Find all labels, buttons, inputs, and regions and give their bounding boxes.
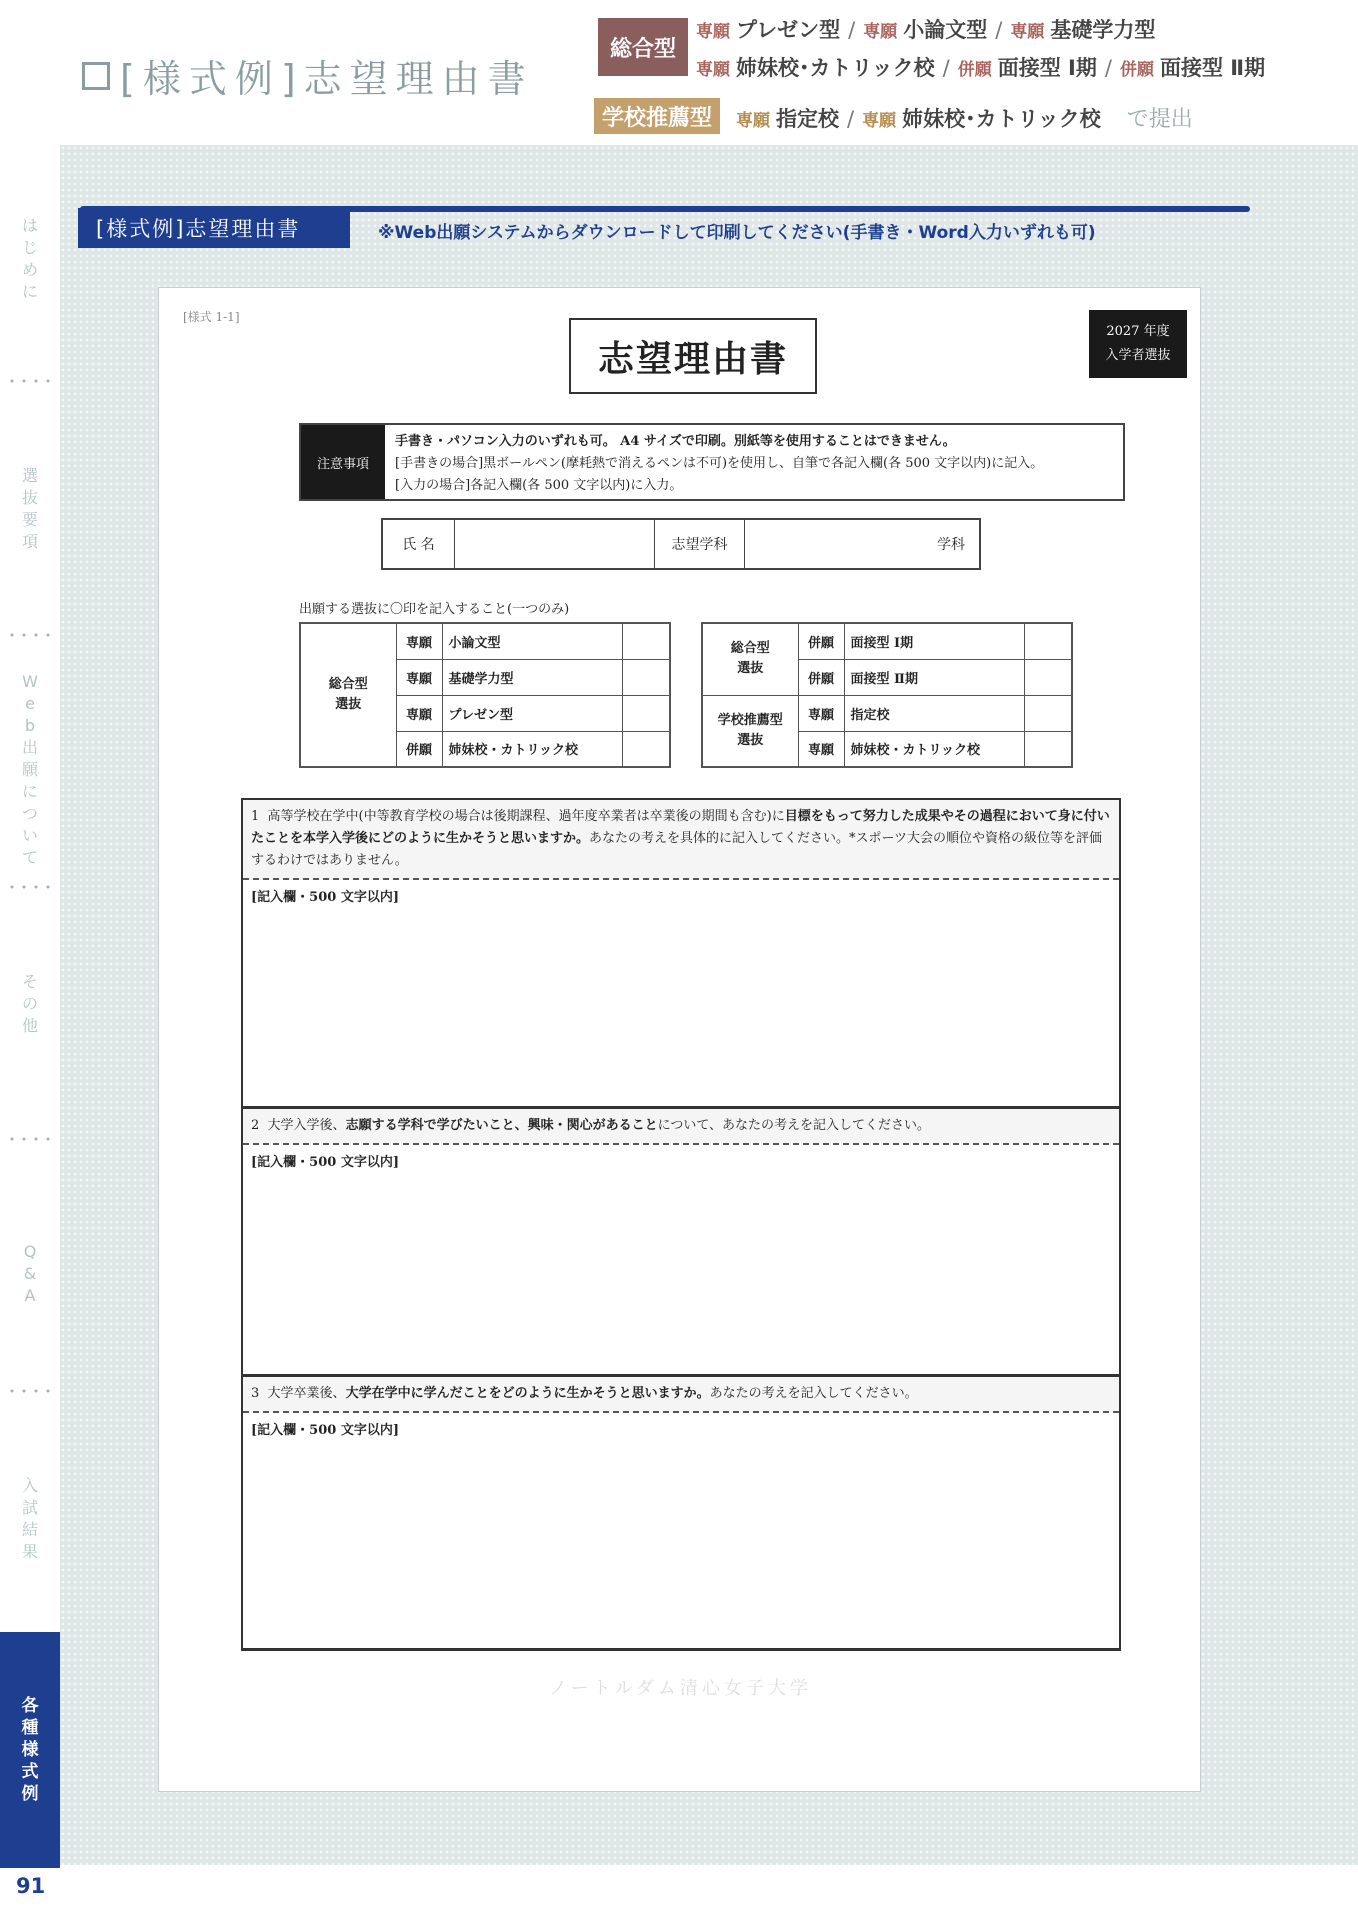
suisen-category-tag: 学校推薦型 <box>594 98 720 134</box>
section-label: [様式例]志望理由書 <box>78 208 350 248</box>
dept-field[interactable] <box>745 520 979 568</box>
essay-hint: [記入欄・500 文字以内] <box>251 890 399 905</box>
group-label: 総合型 選抜 <box>702 623 798 695</box>
route-separator: / <box>848 18 856 42</box>
nav-item-other[interactable] <box>0 971 60 1037</box>
form-sheet <box>158 287 1201 1792</box>
route-cell: 面接型 Ⅱ期 <box>844 659 1024 695</box>
notice-body <box>385 425 1053 499</box>
year-box <box>1089 310 1187 378</box>
question-text: 高等学校在学中(中等教育学校の場合は後期課程、過年度卒業者は卒業後の期間も含む)に <box>267 809 785 824</box>
nav-item-intro[interactable] <box>0 215 60 303</box>
essay-question <box>243 1377 1119 1413</box>
checkbox-square-icon <box>82 62 110 90</box>
essay-block-3 <box>241 1374 1121 1648</box>
question-text-bold: 大学在学中に学んだことをどのように生かそうと思いますか。 <box>345 1386 710 1401</box>
section-note: ※Web出願システムからダウンロードして印刷してください(手書き・Word入力いずれも可) <box>378 223 1096 243</box>
sogo-category-tag: 総合型 <box>598 18 688 76</box>
kind-cell: 専願 <box>798 695 844 731</box>
mark-cell[interactable] <box>1024 731 1072 767</box>
route-separator: / <box>1104 56 1112 80</box>
route-cell: 姉妹校・カトリック校 <box>844 731 1024 767</box>
selection-line: 入学者選抜 <box>1105 348 1171 363</box>
route-line-2 <box>696 52 1265 82</box>
page-number: 91 <box>16 1874 46 1898</box>
route-cell: 基礎学力型 <box>442 659 622 695</box>
question-text: 大学卒業後、 <box>267 1386 346 1401</box>
kind-cell: 併願 <box>798 659 844 695</box>
route-cell: 小論文型 <box>442 623 622 659</box>
nav-divider <box>6 1137 54 1141</box>
side-nav <box>0 145 60 1865</box>
question-text: あなたの考えを記入してください。 <box>709 1386 918 1401</box>
route-name: 基礎学力型 <box>1050 18 1156 42</box>
left-select-table <box>299 622 671 768</box>
route-kind: 併願 <box>1119 60 1154 80</box>
notice-line: [手書きの場合]黒ボールペン(摩耗熱で消えるペンは不可)を使用し、自筆で各記入欄(各 500 文字以内)に記入。 <box>395 456 1044 471</box>
group-label: 総合型 選抜 <box>300 623 396 767</box>
nav-item-label: W e b 出 願 に つ い て <box>21 672 38 867</box>
mark-cell[interactable] <box>1024 695 1072 731</box>
essay-question <box>243 800 1119 880</box>
name-field[interactable] <box>455 520 655 568</box>
kind-cell: 専願 <box>396 659 442 695</box>
nav-item-label: 入 試 結 果 <box>21 1476 38 1561</box>
nav-item-web-application[interactable] <box>0 671 60 869</box>
form-code: [様式 1-1] <box>183 310 240 324</box>
nav-item-label: Q & A <box>23 1242 37 1305</box>
group-label: 学校推薦型 選抜 <box>702 695 798 767</box>
notice-box <box>299 423 1125 501</box>
essay-answer-area[interactable] <box>243 911 1119 1131</box>
question-text: あなたの考えを具体的に記入してください。*スポーツ大会の順位や資格の級位等を評価するわけではありません。 <box>251 831 1102 868</box>
nav-item-forms-active[interactable] <box>0 1632 60 1868</box>
kind-cell: 専願 <box>396 695 442 731</box>
nav-divider <box>6 1389 54 1393</box>
nav-item-qa[interactable] <box>0 1241 60 1307</box>
nav-item-guidelines[interactable] <box>0 465 60 553</box>
mark-cell[interactable] <box>1024 623 1072 659</box>
route-kind: 専願 <box>696 60 730 80</box>
route-kind: 専願 <box>696 22 730 42</box>
nav-item-label: 選 抜 要 項 <box>21 466 38 551</box>
kind-cell: 専願 <box>396 623 442 659</box>
route-line-3 <box>736 102 1193 133</box>
nav-item-results[interactable] <box>0 1475 60 1563</box>
route-separator: / <box>995 18 1003 42</box>
question-number: 2 <box>251 1118 260 1133</box>
dept-suffix: 学科 <box>937 537 965 553</box>
route-name: 小論文型 <box>903 18 988 42</box>
submit-note: で提出 <box>1126 107 1193 132</box>
notice-line: [入力の場合]各記入欄(各 500 文字以内)に入力。 <box>395 478 683 493</box>
question-number: 1 <box>251 809 260 824</box>
mark-cell[interactable] <box>622 695 670 731</box>
question-text: 大学入学後、 <box>267 1118 346 1133</box>
nav-divider <box>6 633 54 637</box>
mark-cell[interactable] <box>622 731 670 767</box>
nav-divider <box>6 885 54 889</box>
question-text-bold: 志願する学科で学びたいこと、興味・関心があること <box>345 1118 658 1133</box>
right-select-table <box>701 622 1073 768</box>
route-separator: / <box>942 56 950 80</box>
kind-cell: 専願 <box>798 731 844 767</box>
nav-item-label: は じ め に <box>21 216 38 301</box>
essay-hint: [記入欄・500 文字以内] <box>251 1423 399 1438</box>
footer-watermark: ノートルダム清心女子大学 <box>549 1678 812 1699</box>
route-cell: 指定校 <box>844 695 1024 731</box>
notice-line: 手書き・パソコン入力のいずれも可。 A4 サイズで印刷。別紙等を使用することはできません。 <box>395 434 956 449</box>
nav-item-label: そ の 他 <box>21 972 38 1035</box>
route-kind: 専願 <box>863 22 898 42</box>
mark-cell[interactable] <box>1024 659 1072 695</box>
route-cell: 面接型 Ⅰ期 <box>844 623 1024 659</box>
route-name: プレゼン型 <box>736 18 841 42</box>
route-separator: / <box>847 107 855 131</box>
question-text: について、あなたの考えを記入してください。 <box>657 1118 931 1133</box>
route-name: 姉妹校･カトリック校 <box>736 56 935 80</box>
mark-cell[interactable] <box>622 659 670 695</box>
nav-divider <box>6 379 54 383</box>
year-line: 2027 年度 <box>1106 324 1170 339</box>
route-name: 面接型 Ⅱ期 <box>1159 56 1266 80</box>
route-kind: 併願 <box>957 60 992 80</box>
route-name: 指定校 <box>776 107 839 131</box>
route-cell: プレゼン型 <box>442 695 622 731</box>
kind-cell: 併願 <box>798 623 844 659</box>
notice-label: 注意事項 <box>301 425 385 499</box>
mark-cell[interactable] <box>622 623 670 659</box>
choose-note: 出願する選抜に〇印を記入すること(一つのみ) <box>299 602 570 617</box>
essay-block-2 <box>241 1106 1121 1374</box>
route-name: 姉妹校･カトリック校 <box>902 107 1101 131</box>
route-kind: 専願 <box>736 111 770 131</box>
route-line-1 <box>696 14 1155 44</box>
name-label: 氏 名 <box>383 520 455 568</box>
essay-answer-area[interactable] <box>243 1176 1119 1376</box>
essay-bottom-rule <box>241 1648 1121 1651</box>
route-cell: 姉妹校・カトリック校 <box>442 731 622 767</box>
nav-item-label: 各 種 様 式 例 <box>21 1696 39 1804</box>
question-text-bold: 目標をもって努力した成果やその過程において身に付いたことを本学入学後にどのように生かそうと思いますか。 <box>251 809 1110 846</box>
route-name: 面接型 Ⅰ期 <box>997 56 1097 80</box>
kind-cell: 併願 <box>396 731 442 767</box>
essay-answer-area[interactable] <box>243 1444 1119 1644</box>
route-kind: 専願 <box>1010 22 1045 42</box>
dept-label: 志望学科 <box>655 520 745 568</box>
form-title: 志望理由書 <box>569 318 817 394</box>
route-kind: 専願 <box>862 111 897 131</box>
essay-hint: [記入欄・500 文字以内] <box>251 1155 399 1170</box>
essay-question <box>243 1109 1119 1145</box>
name-table <box>381 518 981 570</box>
question-number: 3 <box>251 1386 260 1401</box>
page-title <box>82 48 534 103</box>
essay-block-1 <box>241 798 1121 1106</box>
page-title-text: [様式例]志望理由書 <box>120 57 534 101</box>
